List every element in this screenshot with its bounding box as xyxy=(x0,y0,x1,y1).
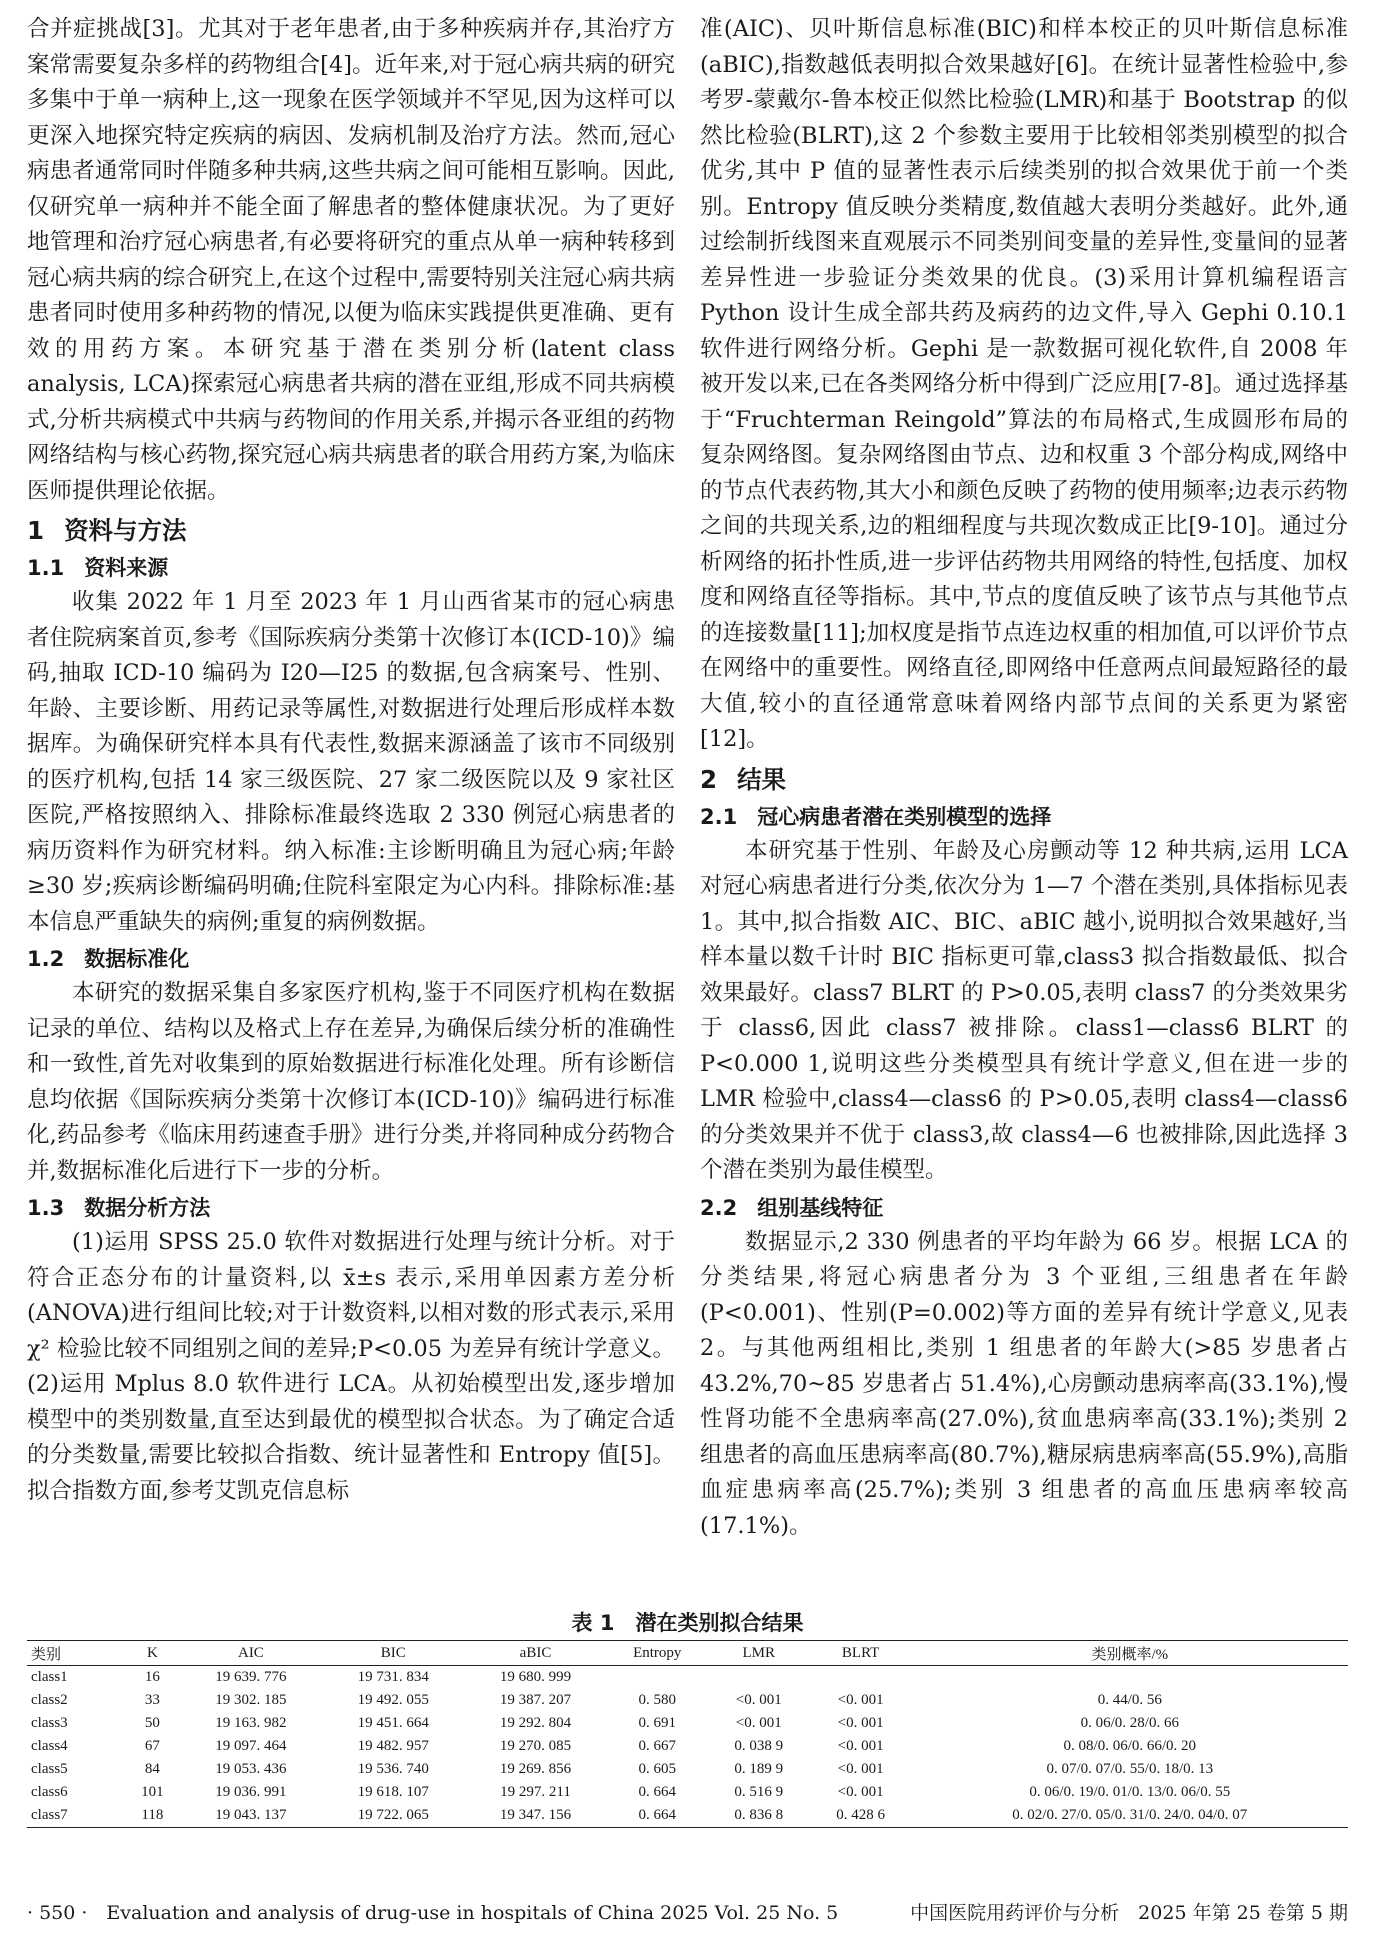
footer-journal-cn: 中国医院用药评价与分析 2025 年第 25 卷第 5 期 xyxy=(910,1902,1348,1924)
section-heading-methods xyxy=(27,513,675,549)
table-cell: 19 053. 436 xyxy=(215,1761,287,1777)
table-cell: <0. 001 xyxy=(837,1738,884,1754)
table-cell: 19 482. 957 xyxy=(357,1738,429,1754)
right-column xyxy=(700,12,1348,1544)
table-cell: 19 680. 999 xyxy=(499,1669,572,1685)
table-cell: <0. 001 xyxy=(837,1692,884,1708)
table-cell: 67 xyxy=(144,1738,160,1754)
table-cell: 19 618. 107 xyxy=(357,1784,429,1800)
table-cell xyxy=(607,1666,708,1690)
table-cell: 19 731. 834 xyxy=(357,1669,429,1685)
table-cell: class5 xyxy=(31,1761,68,1777)
table-cell: 33 xyxy=(144,1692,160,1708)
table-cell: 0. 691 xyxy=(638,1715,676,1731)
table-cell: 0. 664 xyxy=(638,1784,676,1800)
fit-results-table xyxy=(27,1640,1348,1828)
table-cell: 19 722. 065 xyxy=(357,1807,429,1823)
table-cell: 19 451. 664 xyxy=(357,1715,429,1731)
table-header-row xyxy=(27,1641,1348,1666)
table-cell: <0. 001 xyxy=(735,1715,782,1731)
table-cell: 19 163. 982 xyxy=(215,1715,287,1731)
header-cell: LMR xyxy=(742,1644,775,1661)
paragraph-model-selection: 本研究基于性别、年龄及心房颤动等 12 种共病,运用 LCA 对冠心病患者进行分类,依次分为 1—7 个潜在类别,具体指标见表 1。其中,拟合指数 AIC、BIC、aBIC 越小,说明拟合效果越好,当样本量以数千计时 BIC 指标更可靠,class3 拟合指数最低、拟合效果最好。class7 BLRT 的 P>0.05,表明 class7 的分类效果劣于 class6,因此 class7 被排除。class1—class6 BLRT 的 P<0.000 1,说明这些分类模型具有统计学意义,但在进一步的 LMR 检验中,class4—class6 的 P>0.05,表明 class4—class6 的分类效果并不优于 class3,故 class4—6 也被排除,因此选择 3 个潜在类别为最佳模型。 xyxy=(700,837,1348,1183)
table-cell: 0. 516 9 xyxy=(734,1784,784,1800)
subsection-title: 冠心病患者潜在类别模型的选择 xyxy=(757,804,1052,829)
table-cell: 19 036. 991 xyxy=(215,1784,287,1800)
table-cell: 19 387. 207 xyxy=(499,1692,572,1708)
subsection-number: 1.1 xyxy=(27,556,65,580)
table-cell: 0. 08/0. 06/0. 66/0. 20 xyxy=(1063,1738,1197,1754)
section-number: 2 xyxy=(700,764,718,794)
table-cell: 0. 667 xyxy=(638,1738,676,1754)
table-cell: <0. 001 xyxy=(837,1784,884,1800)
table-cell: <0. 001 xyxy=(837,1715,884,1731)
table-cell: 19 270. 085 xyxy=(499,1738,572,1754)
table-cell: 0. 428 6 xyxy=(836,1807,885,1823)
table-cell xyxy=(912,1666,1348,1690)
paragraph-intro-continued: 合并症挑战[3]。尤其对于老年患者,由于多种疾病并存,其治疗方案常需要复杂多样的药物组合[4]。近年来,对于冠心病共病的研究多集中于单一病种上,这一现象在医学领域并不罕见,因为这样可以更深入地探究特定疾病的病因、发病机制及治疗方法。然而,冠心病患者通常同时伴随多种共病,这些共病之间可能相互影响。因此,仅研究单一病种并不能全面了解患者的整体健康状况。为了更好地管理和治疗冠心病患者,有必要将研究的重点从单一病种转移到冠心病共病的综合研究上,在这个过程中,需要特别关注冠心病共病患者同时使用多种药物的情况,以便为临床实践提供更准确、更有效的用药方案。本研究基于潜在类别分析(latent class analysis, LCA)探索冠心病患者共病的潜在亚组,形成不同共病模式,分析共病模式中共病与药物间的作用关系,并揭示各亚组的药物网络结构与核心药物,探究冠心病共病患者的联合用药方案,为临床医师提供理论依据。 xyxy=(27,16,675,504)
table-cell: 101 xyxy=(141,1784,164,1800)
table-cell: 0. 02/0. 27/0. 05/0. 31/0. 24/0. 04/0. 07 xyxy=(1012,1807,1248,1823)
table-cell: 84 xyxy=(144,1761,160,1777)
table-cell: class3 xyxy=(31,1715,68,1731)
subsection-heading-baseline xyxy=(700,1191,1348,1225)
paragraph-baseline: 数据显示,2 330 例患者的平均年龄为 66 岁。根据 LCA 的分类结果,将冠心病患者分为 3 个亚组,三组患者在年龄(P<0.001)、性别(P=0.002)等方面的差异有统计学意义,见表 2。与其他两组相比,类别 1 组患者的年龄大(>85 岁患者占 43.2%,70~85 岁患者占 51.4%),心房颤动患病率高(33.1%),慢性肾功能不全患病率高(27.0%),贫血患病率高(33.1%);类别 2 组患者的高血压患病率高(80.7%),糖尿病患病率高(55.9%),高脂血症患病率高(25.7%);类别 3 组患者的高血压患病率较高(17.1%)。 xyxy=(700,1228,1348,1539)
header-cell: 类别 xyxy=(31,1646,62,1663)
table-cell: 19 292. 804 xyxy=(499,1715,572,1731)
table-cell: 19 097. 464 xyxy=(215,1738,287,1754)
table-cell: 19 043. 137 xyxy=(215,1807,287,1823)
table-row xyxy=(27,1689,1348,1712)
table-cell: 0. 07/0. 07/0. 55/0. 18/0. 13 xyxy=(1046,1761,1214,1777)
table-row xyxy=(27,1666,1348,1690)
table-cell: class2 xyxy=(31,1692,68,1708)
paragraph-analysis-methods: (1)运用 SPSS 25.0 软件对数据进行处理与统计分析。对于符合正态分布的计量资料,以 x̄±s 表示,采用单因素方差分析(ANOVA)进行组间比较;对于计数资料,以相对数的形式表示,采用χ² 检验比较不同组别之间的差异;P<0.05 为差异有统计学意义。(2)运用 Mplus 8.0 软件进行 LCA。从初始模型出发,逐步增加模型中的类别数量,直至达到最优的模型拟合状态。为了确定合适的分类数量,需要比较拟合指数、统计显著性和 Entropy 值[5]。拟合指数方面,参考艾凯克信息标 xyxy=(27,1229,675,1504)
table-cell: 19 492. 055 xyxy=(357,1692,429,1708)
table-cell: 19 297. 211 xyxy=(500,1784,571,1800)
header-cell: BLRT xyxy=(841,1644,880,1661)
table-cell: 0. 664 xyxy=(638,1807,676,1823)
header-cell: AIC xyxy=(237,1644,264,1661)
table-cell: 118 xyxy=(141,1807,164,1823)
table-cell: 19 347. 156 xyxy=(499,1807,572,1823)
header-cell: 类别概率/% xyxy=(1091,1646,1169,1663)
subsection-heading-data-source xyxy=(27,551,675,585)
paragraph-standardization: 本研究的数据采集自多家医疗机构,鉴于不同医疗机构在数据记录的单位、结构以及格式上存在差异,为确保后续分析的准确性和一致性,首先对收集到的原始数据进行标准化处理。所有诊断信息均依据《国际疾病分类第十次修订本(ICD-10)》编码进行标准化,药品参考《临床用药速查手册》进行分类,并将同种成分药物合并,数据标准化后进行下一步的分析。 xyxy=(27,980,675,1184)
subsection-title: 组别基线特征 xyxy=(757,1195,884,1220)
section-heading-results xyxy=(700,762,1348,798)
table-cell xyxy=(708,1666,810,1690)
table-cell: class4 xyxy=(31,1738,68,1754)
table-cell: class6 xyxy=(31,1784,68,1800)
header-cell: K xyxy=(146,1644,158,1661)
table-cell: 19 639. 776 xyxy=(215,1669,287,1685)
table-row xyxy=(27,1804,1348,1828)
table-row xyxy=(27,1781,1348,1804)
table-cell: 0. 038 9 xyxy=(734,1738,784,1754)
table-cell: 0. 605 xyxy=(638,1761,676,1777)
header-cell: BIC xyxy=(380,1644,406,1661)
section-number: 1 xyxy=(27,516,45,545)
subsection-heading-standardization xyxy=(27,942,675,976)
table-row xyxy=(27,1735,1348,1758)
table-cell: class1 xyxy=(31,1669,68,1685)
table-cell: 0. 580 xyxy=(638,1692,676,1708)
table-row xyxy=(27,1712,1348,1735)
table-cell: 0. 06/0. 28/0. 66 xyxy=(1080,1715,1179,1731)
table-cell: class7 xyxy=(31,1807,68,1823)
header-cell: Entropy xyxy=(633,1644,682,1661)
subsection-heading-model-selection xyxy=(700,800,1348,834)
subsection-number: 1.3 xyxy=(27,1196,65,1220)
table-cell: 0. 836 8 xyxy=(734,1807,784,1823)
paragraph-data-source: 收集 2022 年 1 月至 2023 年 1 月山西省某市的冠心病患者住院病案首页,参考《国际疾病分类第十次修订本(ICD-10)》编码,抽取 ICD-10 编码为 I20—I25 的数据,包含病案号、性别、年龄、主要诊断、用药记录等属性,对数据进行处理后形成样本数据库。为确保研究样本具有代表性,数据来源涵盖了该市不同级别的医疗机构,包括 14 家三级医院、27 家二级医院以及 9 家社区医院,严格按照纳入、排除标准最终选取 2 330 例冠心病患者的病历资料作为研究材料。纳入标准:主诊断明确且为冠心病;年龄≥30 岁;疾病诊断编码明确;住院科室限定为心内科。排除标准:基本信息严重缺失的病例;重复的病例数据。 xyxy=(27,589,675,935)
paragraph-analysis-continued: 准(AIC)、贝叶斯信息标准(BIC)和样本校正的贝叶斯信息标准(aBIC),指数越低表明拟合效果越好[6]。在统计显著性检验中,参考罗-蒙戴尔-鲁本校正似然比检验(LMR)和基于 Bootstrap 的似然比检验(BLRT),这 2 个参数主要用于比较相邻类别模型的拟合优劣,其中 P 值的显著性表示后续类别的拟合效果优于前一个类别。Entropy 值反映分类精度,数值越大表明分类越好。此外,通过绘制折线图来直观展示不同类别间变量的差异性,变量间的显著差异性进一步验证分类效果的优良。(3)采用计算机编程语言 Python 设计生成全部共药及病药的边文件,导入 Gephi 0.10.1 软件进行网络分析。Gephi 是一款数据可视化软件,自 2008 年被开发以来,已在各类网络分析中得到广泛应用[7-8]。通过选择基于“Fruchterman Reingold”算法的布局格式,生成圆形布局的复杂网络图。复杂网络图由节点、边和权重 3 个部分构成,网络中的节点代表药物,其大小和颜色反映了药物的使用频率;边表示药物之间的共现关系,边的粗细程度与共现次数成正比[9-10]。通过分析网络的拓扑性质,进一步评估药物共用网络的特性,包括度、加权度和网络直径等指标。其中,节点的度值反映了该节点与其他节点的连接数量[11];加权度是指节点连边权重的相加值,可以评价节点在网络中的重要性。网络直径,即网络中任意两点间最短路径的最大值,较小的直径通常意味着网络内部节点间的关系更为紧密[12]。 xyxy=(700,16,1348,752)
subsection-number: 2.1 xyxy=(700,804,738,829)
table-cell: 19 269. 856 xyxy=(499,1761,572,1777)
header-cell: aBIC xyxy=(519,1644,552,1661)
table-cell: 16 xyxy=(144,1669,160,1685)
table-cell: 0. 06/0. 19/0. 01/0. 13/0. 06/0. 55 xyxy=(1029,1784,1231,1800)
section-title: 资料与方法 xyxy=(64,516,187,545)
table-cell: 50 xyxy=(144,1715,160,1731)
table-1 xyxy=(27,1608,1348,1828)
table-title: 表 1 潜在类别拟合结果 xyxy=(571,1611,804,1635)
subsection-title: 数据分析方法 xyxy=(84,1196,211,1220)
table-cell: <0. 001 xyxy=(735,1692,782,1708)
subsection-title: 资料来源 xyxy=(84,556,169,580)
table-cell: 19 302. 185 xyxy=(215,1692,287,1708)
section-title: 结果 xyxy=(737,764,787,794)
subsection-heading-analysis xyxy=(27,1191,675,1225)
subsection-title: 数据标准化 xyxy=(84,947,190,971)
table-cell: 0. 189 9 xyxy=(734,1761,784,1777)
subsection-number: 1.2 xyxy=(27,947,65,971)
subsection-number: 2.2 xyxy=(700,1195,738,1220)
table-cell: <0. 001 xyxy=(837,1761,884,1777)
table-cell xyxy=(810,1666,912,1690)
left-column xyxy=(27,12,675,1509)
table-cell: 19 536. 740 xyxy=(357,1761,429,1777)
table-row xyxy=(27,1758,1348,1781)
footer-journal-en: · 550 · Evaluation and analysis of drug-use in hospitals of China 2025 Vol. 25 No. 5 xyxy=(27,1902,839,1924)
table-cell: 0. 44/0. 56 xyxy=(1097,1692,1162,1708)
